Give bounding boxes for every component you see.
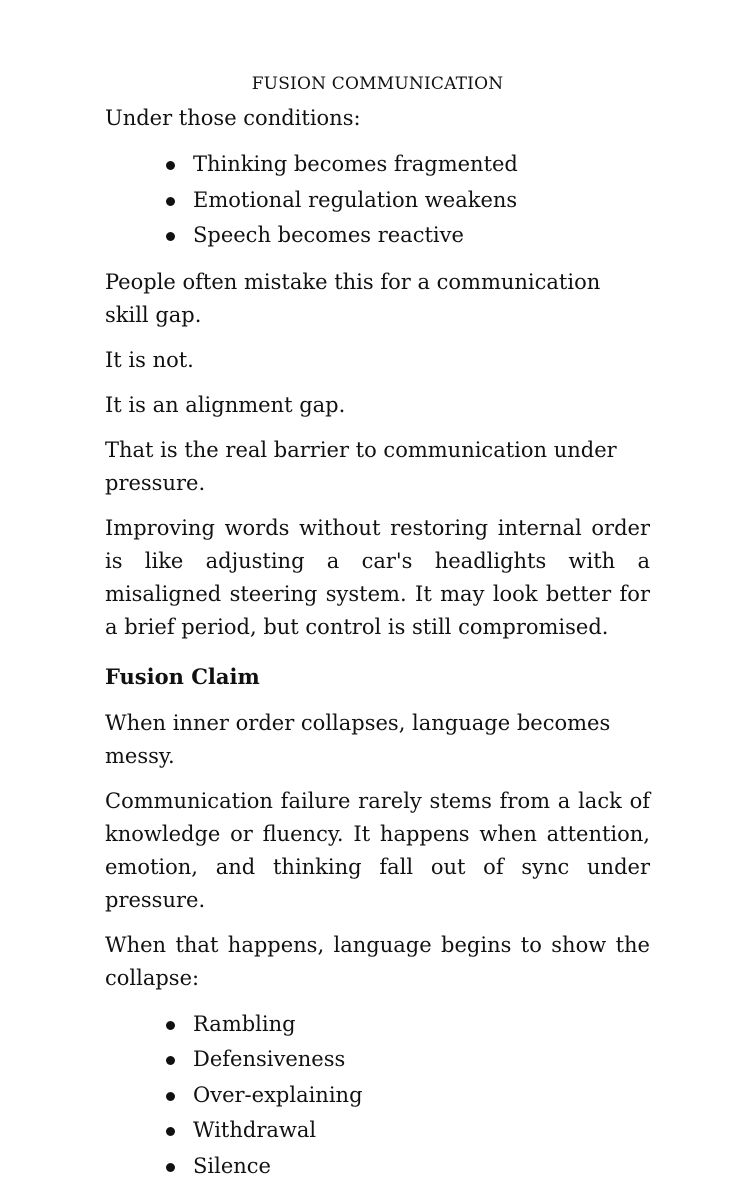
list-item: Emotional regulation weakens [165, 183, 650, 219]
list-item: Silence [165, 1149, 650, 1185]
intro-paragraph: Under those conditions: [105, 106, 361, 130]
section-heading: Fusion Claim [105, 663, 260, 689]
list-item: Over-explaining [165, 1078, 650, 1114]
paragraph-real-barrier: That is the real barrier to communication under pressure. [105, 437, 617, 495]
collapse-signs-list [105, 1007, 650, 1185]
document-page [105, 70, 650, 1196]
paragraph-communication-failure: Communication failure rarely stems from a lack of knowledge or fluency. It happens when attention, emotion, and thinking fall out of sync under pressure. [105, 788, 650, 912]
list-item: Speech becomes reactive [165, 218, 650, 254]
paragraph-alignment-gap: It is an alignment gap. [105, 392, 346, 417]
paragraph-inner-order: When inner order collapses, language becomes messy. [105, 710, 611, 768]
paragraph-collapse-intro: When that happens, language begins to show the collapse: [105, 932, 650, 990]
list-item: Withdrawal [165, 1113, 650, 1149]
paragraph-skill-gap: People often mistake this for a communication skill gap. [105, 269, 601, 327]
list-item: Rambling [165, 1007, 650, 1043]
list-item: Thinking becomes fragmented [165, 147, 650, 183]
running-header: FUSION COMMUNICATION [251, 74, 504, 94]
conditions-list [105, 147, 650, 254]
list-item: Defensiveness [165, 1042, 650, 1078]
paragraph-headlights-analogy: Improving words without restoring internal order is like adjusting a car's headlights with a misaligned steering system. It may look better for a brief period, but control is still compromised. [105, 515, 650, 639]
paragraph-it-is-not: It is not. [105, 347, 194, 372]
